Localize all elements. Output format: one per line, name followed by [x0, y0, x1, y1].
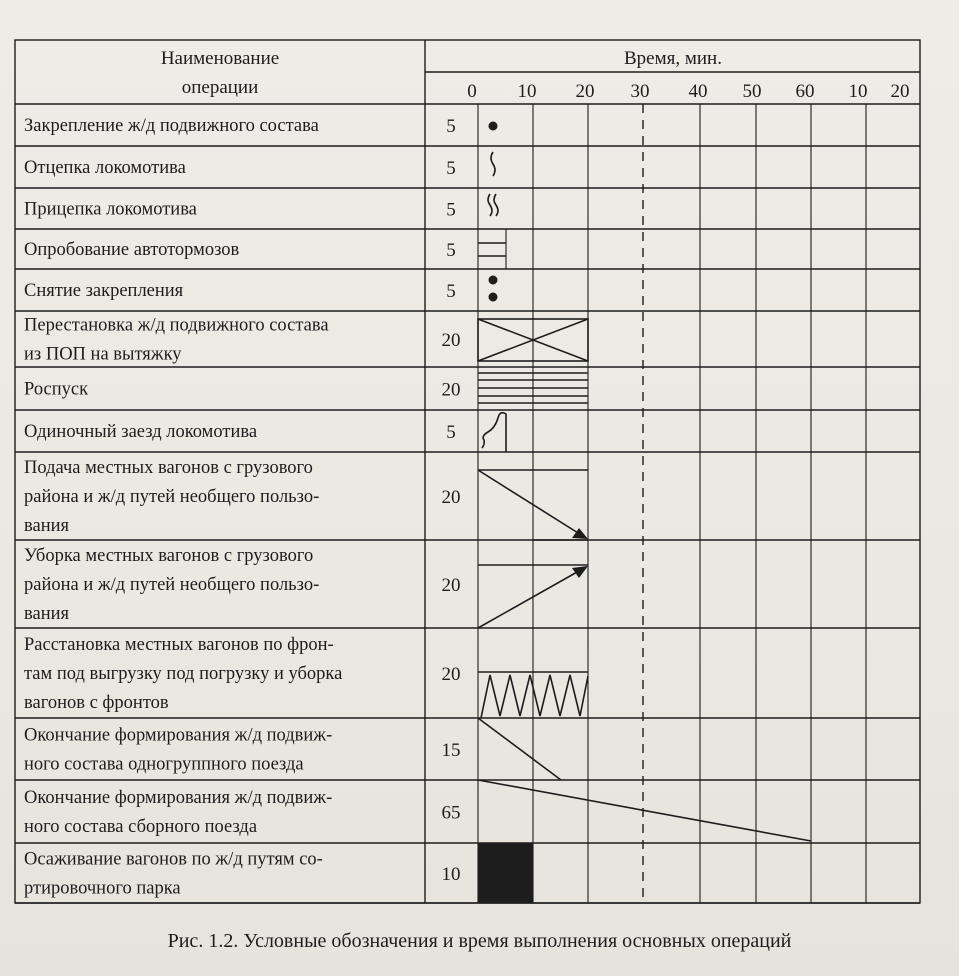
operation-name: Подача местных вагонов с грузового: [24, 458, 313, 478]
time-tick-label: 20: [575, 81, 595, 102]
operation-name: Осаживание вагонов по ж/д путям со-: [24, 849, 323, 870]
symbol-arrow-line: [478, 567, 586, 628]
operation-name: Перестановка ж/д подвижного состава: [24, 315, 329, 336]
symbol-wave: [494, 194, 498, 216]
time-tick-label: 30: [630, 81, 650, 102]
header-time: Время, мин.: [624, 48, 722, 69]
operation-name: ного состава сборного поезда: [24, 817, 258, 837]
symbol-diagonal: [478, 718, 561, 780]
operation-name: вагонов с фронтов: [24, 693, 169, 713]
operation-name: Уборка местных вагонов с грузового: [24, 546, 314, 566]
time-tick-label: 0: [467, 81, 477, 102]
symbol-arrowhead: [572, 528, 588, 539]
operation-name: Роспуск: [24, 379, 89, 400]
operation-name: там под выгрузку под погрузку и уборка: [24, 664, 343, 684]
operation-name: Отцепка локомотива: [24, 158, 186, 178]
operation-duration: 5: [446, 240, 456, 261]
symbol-wave: [491, 152, 495, 176]
operation-duration: 20: [441, 664, 461, 685]
operation-name: Одиночный заезд локомотива: [24, 422, 258, 442]
operation-duration: 5: [446, 158, 456, 179]
operation-duration: 5: [446, 422, 456, 443]
operation-duration: 5: [446, 281, 456, 302]
symbol-dot: [489, 276, 498, 285]
operation-name: Окончание формирования ж/д подвиж-: [24, 788, 333, 808]
operation-name: Закрепление ж/д подвижного состава: [24, 116, 319, 136]
symbol-hook: [482, 413, 506, 452]
operation-name: района и ж/д путей необщего пользо-: [24, 487, 320, 507]
time-tick-label: 10: [517, 81, 537, 102]
symbol-zigzag: [481, 675, 588, 718]
operation-name: ртировочного парка: [24, 878, 181, 899]
time-tick-label: 50: [742, 81, 762, 102]
time-tick-label: 20: [890, 81, 910, 102]
symbol-dot: [489, 293, 498, 302]
operation-name: Снятие закрепления: [24, 281, 184, 301]
operation-name: района и ж/д путей необщего пользо-: [24, 575, 320, 595]
header-operation-line2: операции: [181, 77, 259, 98]
symbol-dot: [489, 122, 498, 131]
figure-caption: Рис. 1.2. Условные обозначения и время выполнения основных операций: [167, 930, 792, 952]
operation-name: Опробование автотормозов: [24, 240, 240, 260]
symbol-arrowhead: [572, 566, 588, 578]
operation-duration: 5: [446, 116, 456, 137]
symbol-arrow-line: [478, 470, 586, 538]
operation-name: из ПОП на вытяжку: [24, 344, 182, 365]
operation-duration: 20: [441, 575, 461, 596]
header-operation-line1: Наименование: [160, 48, 280, 69]
operation-duration: 10: [441, 864, 461, 885]
operation-name: вания: [24, 516, 70, 536]
time-tick-label: 60: [795, 81, 815, 102]
operation-duration: 20: [441, 330, 461, 351]
time-tick-label: 10: [848, 81, 868, 102]
operation-name: вания: [24, 604, 70, 624]
operation-name: ного состава одногруппного поезда: [24, 754, 304, 775]
operation-name: Окончание формирования ж/д подвиж-: [24, 725, 333, 746]
operation-duration: 15: [441, 740, 461, 761]
symbol-diagonal: [478, 780, 811, 841]
operation-duration: 20: [441, 487, 461, 508]
operation-duration: 5: [446, 199, 456, 221]
operation-duration: 65: [441, 802, 461, 824]
time-tick-label: 40: [688, 81, 708, 102]
operation-name: Расстановка местных вагонов по фрон-: [24, 635, 334, 655]
symbol-solid-block: [478, 843, 533, 903]
symbol-wave: [488, 194, 492, 216]
operation-duration: 20: [441, 379, 461, 401]
operation-name: Прицепка локомотива: [24, 199, 197, 220]
